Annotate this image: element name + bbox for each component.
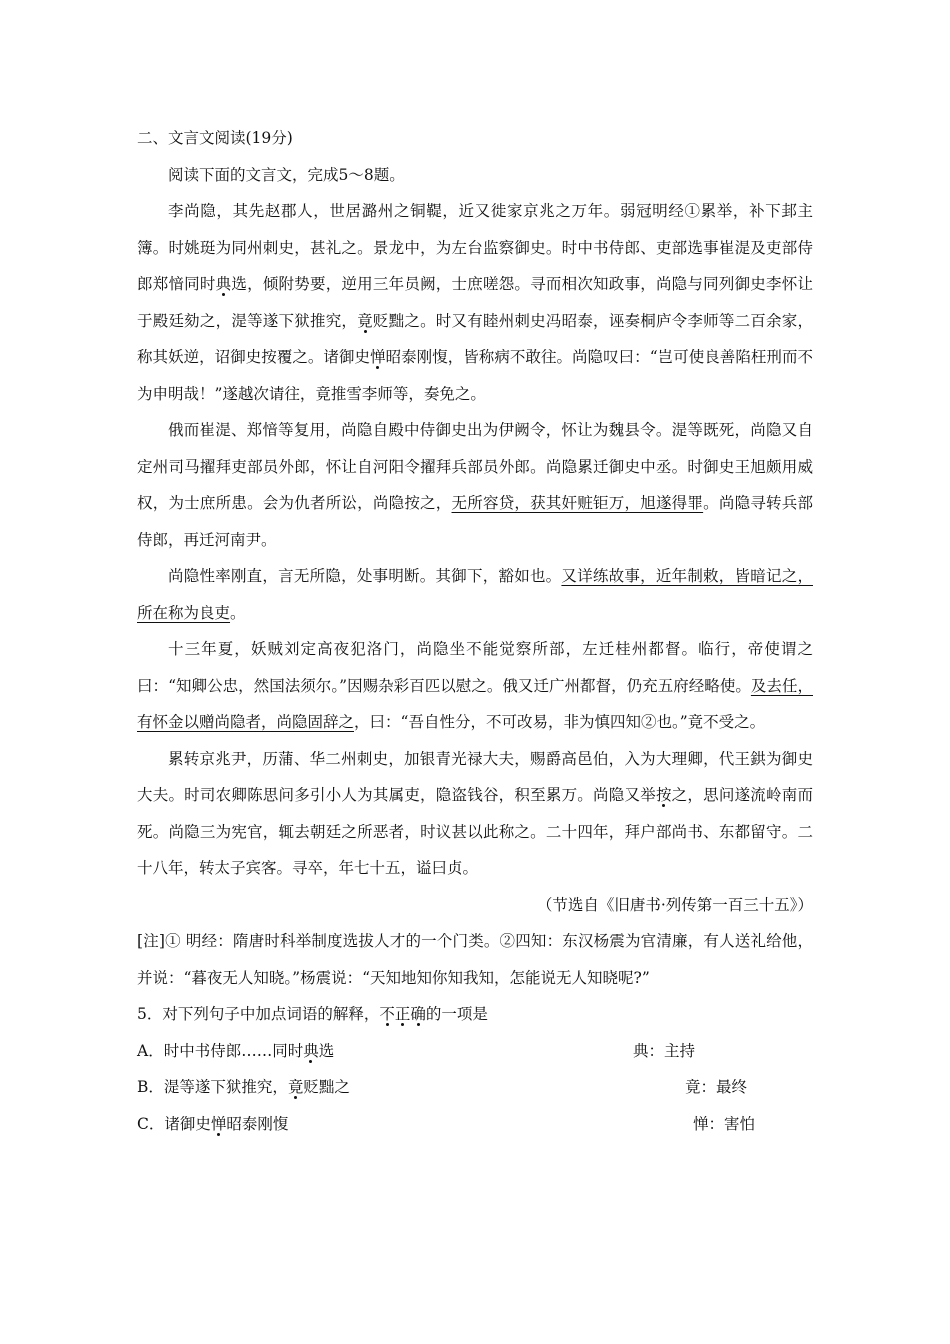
question-5-option-a: A．时中书侍郎……同时典选 典：主持 (137, 1033, 813, 1070)
option-gloss: 典：主持 (632, 1041, 695, 1060)
annotation-note: [注]① 明经：隋唐时科举制度选拔人才的一个门类。②四知：东汉杨震为官清廉，有人送礼给他，并说：“暮夜无人知晓。”杨震说：“天知地知你知我知，怎能说无人知晓呢?” (137, 932, 813, 987)
section-title: 二、文言文阅读(19分) (137, 129, 293, 147)
passage-paragraph-2: 俄而崔湜、郑愔等复用，尚隐自殿中侍御史出为伊阙令，怀让为魏县令。湜等既死，尚隐又自定州司马擢拜吏部员外郎，怀让自河阳令擢拜兵部员外郎。尚隐累迁御史中丞。时御史王旭颇用威权，为士庶所患。会为仇者所讼，尚隐按之，无所容贷，获其奸赃钜万，旭遂得罪。尚隐寻转兵部侍郎，再迁河南尹。 (137, 421, 813, 549)
dotted-word: 不 (379, 1005, 395, 1023)
dotted-word: 确 (410, 1005, 426, 1023)
dotted-word: 惮 (210, 1114, 227, 1133)
passage-paragraph-4: 十三年夏，妖贼刘定高夜犯洛门，尚隐坐不能觉察所部，左迁桂州都督。临行，帝使谓之曰：“知卿公忠，然国法须尔。”因赐杂彩百匹以慰之。俄又迁广州都督，仍充五府经略使。及去任，有怀金以赠尚隐者，尚隐固辞之，曰：“吾自性分，不可改易，非为慎四知②也。”竟不受之。 (137, 640, 813, 731)
dotted-word: 竟 (287, 1078, 304, 1096)
option-gloss: 竟：最终 (684, 1078, 747, 1096)
underlined-sentence: 无所容贷，获其奸赃钜万，旭遂得罪 (451, 494, 704, 512)
dotted-word: 典 (303, 1041, 319, 1060)
dotted-word: 按 (655, 786, 672, 804)
passage-paragraph-3: 尚隐性率刚直，言无所隐，处事明断。其御下，豁如也。又详练故事，近年制敕，皆暗记之，所在称为良吏。 (137, 567, 813, 622)
passage-paragraph-5: 累转京兆尹，历蒲、华二州刺史，加银青光禄大夫，赐爵高邑伯，入为大理卿，代王鉷为御史大夫。时司农卿陈思问多引小人为其属吏，隐盗钱谷，积至累万。尚隐又举按之，思问遂流岭南而死。尚隐三为宪官，辄去朝廷之所恶者，时议甚以此称之。二十四年，拜户部尚书、东都留守。二十八年，转太子宾客。寻卒，年七十五，谥曰贞。 (137, 749, 813, 877)
dotted-word: 典 (215, 275, 232, 293)
underlined-sentence: 又详练故事，近年制敕，皆暗记之，所在称为良吏 (137, 567, 813, 622)
option-gloss: 惮：害怕 (692, 1114, 755, 1133)
dotted-word: 惮 (370, 348, 386, 366)
passage-paragraph-1: 李尚隐，其先赵郡人，世居潞州之铜鞮，近又徙家京兆之万年。弱冠明经①累举，补下邽主簿。时姚珽为同州刺史，甚礼之。景龙中，为左台监察御史。时中书侍郎、吏部选事崔湜及吏部侍郎郑愔同时典选，倾附势要，逆用三年员阙，士庶嗟怨。寻而相次知政事，尚隐与同列御史李怀让于殿廷劾之，湜等遂下狱推究，竟贬黜之。时又有睦州刺史冯昭泰，诬奏桐庐令李师等二百余家，称其妖逆，诏御史按覆之。诸御史惮昭泰刚愎，皆称病不敢往。尚隐叹曰：“岂可使良善陷枉刑而不为申明哉！”遂越次请往，竟推雪李师等，奏免之。 (137, 202, 813, 403)
dotted-word: 正 (394, 1005, 411, 1023)
underlined-sentence: 及去任，有怀金以赠尚隐者，尚隐固辞之 (137, 676, 813, 731)
question-5-option-c: C．诸御史惮昭泰刚愎 惮：害怕 (137, 1106, 813, 1143)
document-page (137, 120, 813, 1142)
dotted-word: 竟 (357, 311, 373, 330)
question-5-option-b: B．湜等遂下狱推究，竟贬黜之 竟：最终 (137, 1069, 813, 1106)
source-citation: （节选自《旧唐书·列传第一百三十五》） (536, 895, 813, 914)
question-5-stem: 5．对下列句子中加点词语的解释，不正确的一项是 (137, 1005, 488, 1023)
instruction: 阅读下面的文言文，完成5～8题。 (168, 165, 405, 184)
